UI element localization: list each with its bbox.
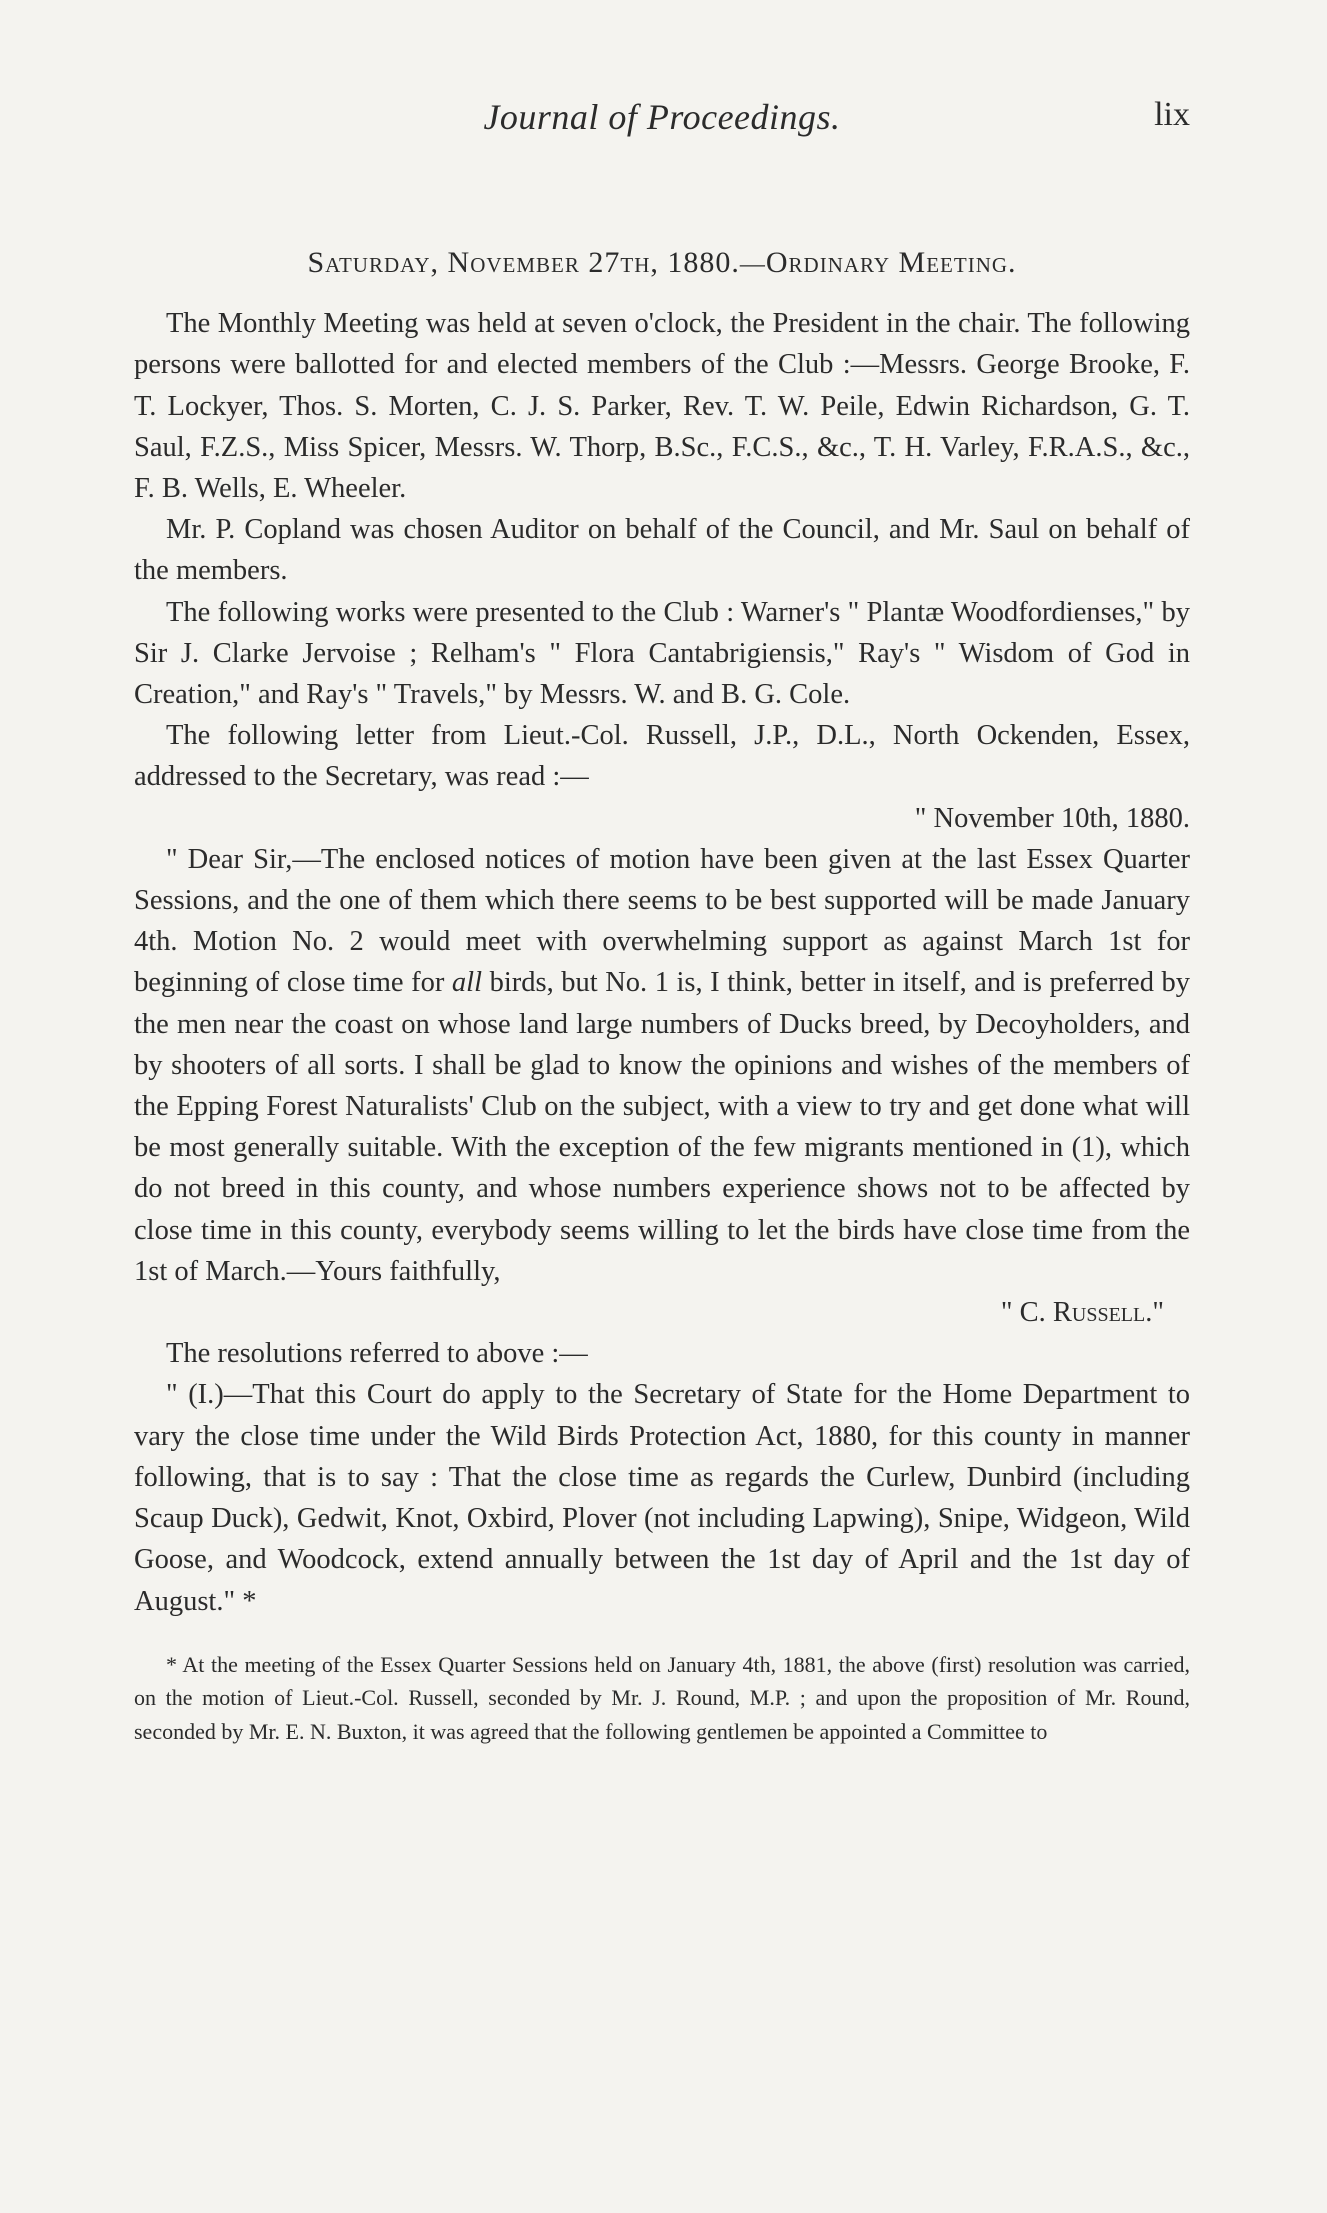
resolution-text: " (I.)—That this Court do apply to the Secretary of State for the Home Department to vary the close time under the Wild Birds Protection Act, 1880, for this county in manner following, that is to say : That the close time as regards the Curlew, Dunbird (including Scaup Duck), Gedwit, Knot, Oxbird, Plover (not including Lapwing), Snipe, Widgeon, Wild Goose, and Woodcock, extend annually between the 1st day of April and the 1st day of August." *	[134, 1379, 1190, 1617]
paragraph-letter-intro: The following letter from Lieut.-Col. Russell, J.P., D.L., North Ockenden, Essex, addressed to the Secretary, was read :—	[134, 720, 1190, 793]
heading-dash: —	[739, 251, 766, 278]
paragraph-resolutions-intro: The resolutions referred to above :—	[166, 1338, 588, 1370]
letter-date: " November 10th, 1880.	[914, 802, 1190, 834]
paragraph-election: The Monthly Meeting was held at seven o'clock, the President in the chair. The following persons were ballotted for and elected members of the Club :—Messrs. George Brooke, F. T. Lockyer, Thos. S. Morten, C. J. S. Parker, Rev. T. W. Peile, Edwin Richardson, G. T. Saul, F.Z.S., Miss Spicer, Messrs. W. Thorp, B.Sc., F.C.S., &c., T. H. Varley, F.R.A.S., &c., F. B. Wells, E. Wheeler.	[134, 308, 1190, 505]
letter-body	[134, 839, 1190, 1292]
meeting-type: Ordinary Meeting.	[765, 246, 1017, 279]
paragraph-donations: The following works were presented to the Club : Warner's " Plantæ Woodfordienses," by Sir J. Clarke Jervoise ; Relham's " Flora Cantabrigiensis," Ray's " Wisdom of God in Creation," and Ray's " Travels," by Messrs. W. and B. G. Cole.	[134, 596, 1190, 711]
running-title: Journal of Proceedings.	[483, 97, 841, 137]
body-text	[134, 242, 1190, 1748]
footnote: * At the meeting of the Essex Quarter Sessions held on January 4th, 1881, the above (first) resolution was carried, on the motion of Lieut.-Col. Russell, seconded by Mr. J. Round, M.P. ; and upon the proposition of Mr. Round, seconded by Mr. E. N. Buxton, it was agreed that the following gentlemen be appointed a Committee to	[134, 1651, 1190, 1744]
page-number: lix	[1154, 96, 1190, 133]
meeting-heading	[134, 242, 1190, 285]
meeting-date: Saturday, November 27th, 1880.	[307, 246, 740, 279]
letter-signature: " C. Russell."	[1000, 1297, 1164, 1329]
letter-body-part-1: " Dear Sir,—The enclosed notices of motion have been given at the last Essex Quarter Sessions, and the one of them which there seems to be best supported will be made January 4th. Motion No. 2 would meet with overwhelming support as against March 1st for beginning of close time for	[134, 843, 1190, 999]
paragraph-auditors: Mr. P. Copland was chosen Auditor on behalf of the Council, and Mr. Saul on behalf of the members.	[134, 514, 1190, 587]
running-head	[134, 96, 1190, 146]
letter-emphasis: all	[451, 967, 483, 999]
letter-body-part-2: birds, but No. 1 is, I think, better in itself, and is preferred by the men near the coast on whose land large numbers of Ducks breed, by Decoyholders, and by shooters of all sorts. I shall be glad to know the opinions and wishes of the members of the Epping Forest Naturalists' Club on the subject, with a view to try and get done what will be most generally suitable. With the exception of the few migrants mentioned in (1), which do not breed in this county, and whose numbers experience shows not to be affected by close time in this county, everybody seems willing to let the birds have close time from the 1st of March.—Yours faithfully,	[134, 967, 1190, 1287]
